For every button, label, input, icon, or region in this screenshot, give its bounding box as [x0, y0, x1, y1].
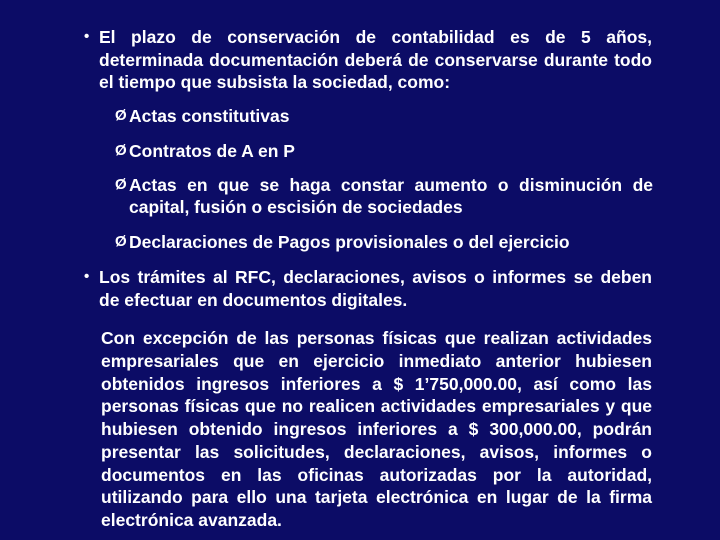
bullet-dot-icon: •: [84, 28, 90, 45]
sub-item-text: Actas en que se haga constar aumento o disminución de capital, fusión o escisión de sociedades: [129, 175, 653, 217]
bullet-rfc-procedures: [84, 266, 652, 311]
bullet-conservation-period: [84, 26, 652, 94]
arrow-bullet-icon: Ø: [115, 176, 127, 193]
sub-item-text: Declaraciones de Pagos provisionales o del ejercicio: [129, 232, 570, 252]
arrow-bullet-icon: Ø: [115, 107, 127, 124]
bullet-dot-icon: •: [84, 268, 90, 285]
sub-item-actas-aumento: [115, 174, 653, 218]
sub-item-contratos: [115, 140, 653, 162]
sub-item-text: Actas constitutivas: [129, 106, 290, 126]
exception-paragraph: Con excepción de las personas físicas que realizan actividades empresariales que en ejercicio inmediato anterior hubiesen obtenidos ingresos inferiores a $ 1’750,000.00, así como las personas físicas que no realicen actividades empresariales y que hubiesen obtenido ingresos inferiores a $ 300,000.00, podrán presentar las solicitudes, declaraciones, avisos, informes o documentos en las oficinas autorizadas por la autoridad, utilizando para ello una tarjeta electrónica en lugar de la firma electrónica avanzada.: [101, 328, 652, 530]
sub-item-declaraciones: [115, 231, 653, 253]
sub-item-actas-constitutivas: [115, 105, 653, 127]
bullet-text: El plazo de conservación de contabilidad es de 5 años, determinada documentación deberá de conservarse durante todo el tiempo que subsista la sociedad, como:: [99, 27, 652, 92]
sub-item-text: Contratos de A en P: [129, 141, 295, 161]
arrow-bullet-icon: Ø: [115, 233, 127, 250]
arrow-bullet-icon: Ø: [115, 142, 127, 159]
bullet-text: Los trámites al RFC, declaraciones, avisos o informes se deben de efectuar en documentos digitales.: [99, 267, 652, 310]
